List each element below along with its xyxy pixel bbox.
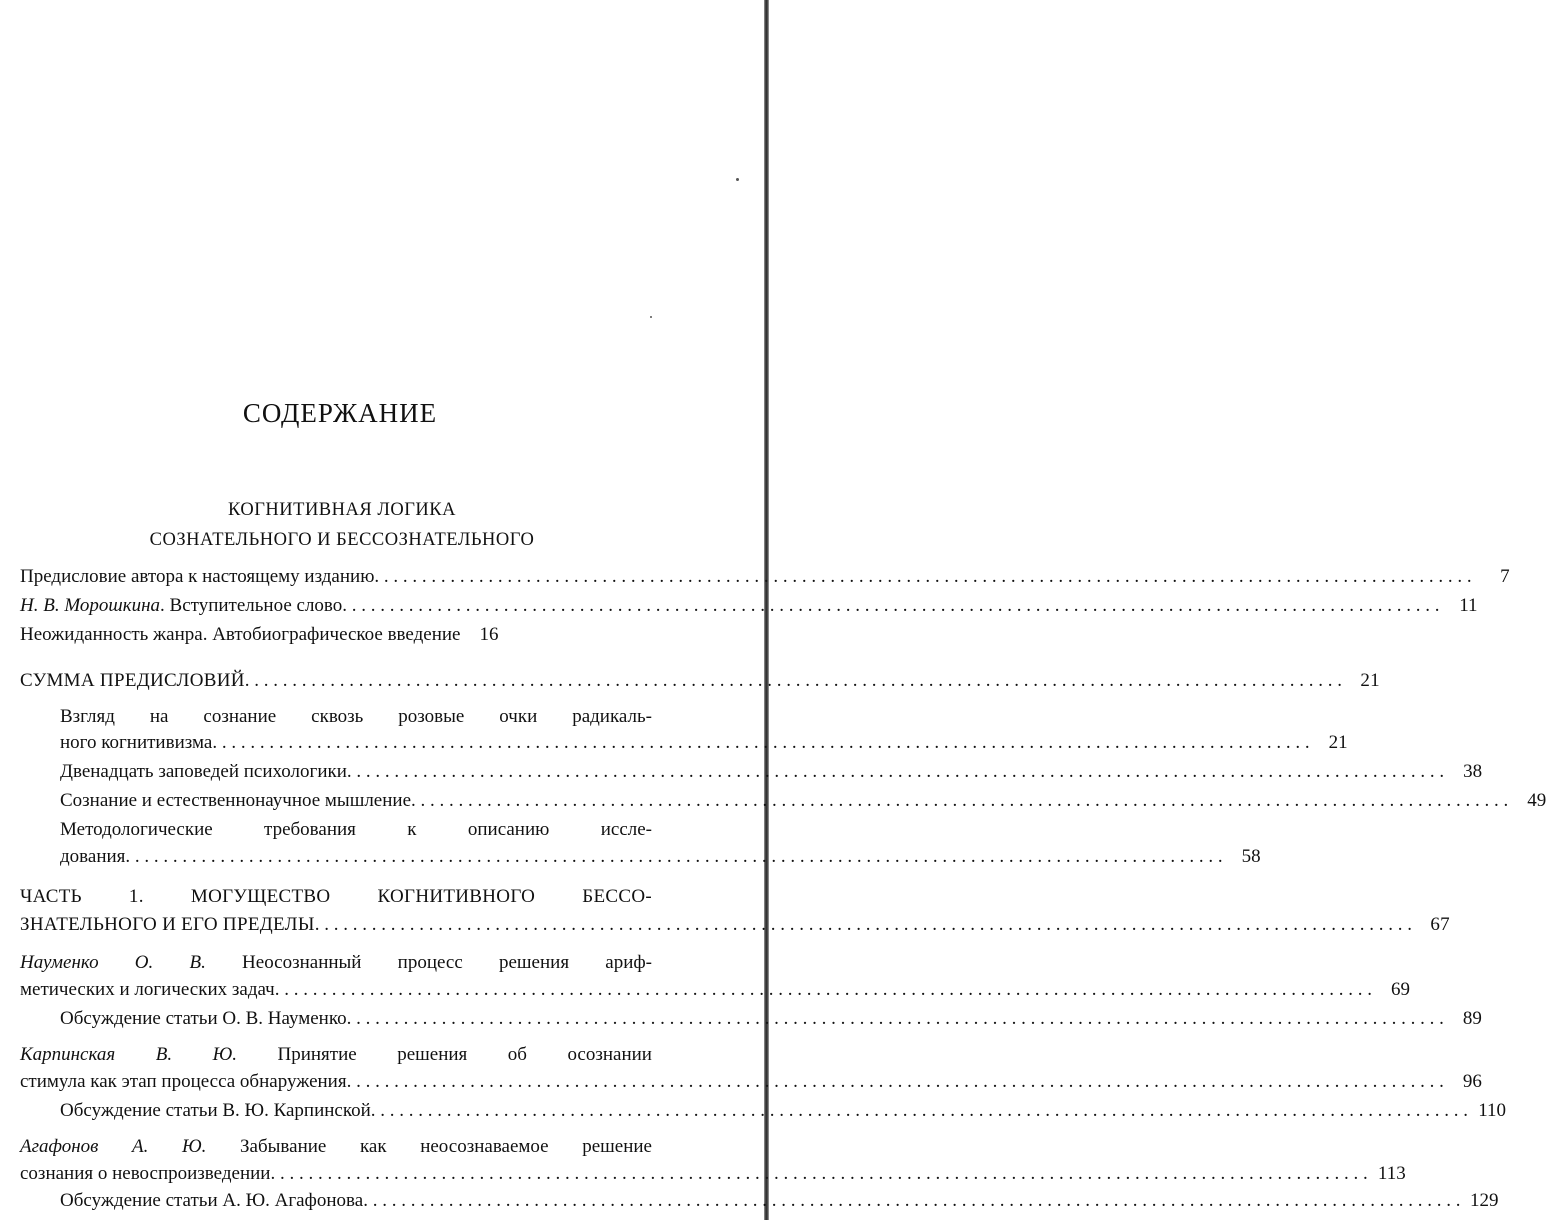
toc-leader-dots [125, 846, 1222, 868]
toc-page-number: 21 [1360, 670, 1380, 691]
toc-leader-dots [212, 732, 1309, 754]
toc-page-number: 7 [1500, 566, 1510, 587]
toc-entry-label: ного когнитивизма [60, 732, 213, 753]
toc-leader-dots [411, 790, 1508, 812]
toc-entry-twelve[interactable] [60, 761, 1483, 791]
toc-leader-dots [342, 595, 1439, 617]
toc-author: Н. В. Морошкина [20, 595, 161, 616]
toc-author: Агафонов А. Ю. [20, 1136, 207, 1157]
toc-page-number: 58 [1241, 846, 1261, 867]
toc-leader-dots [315, 914, 1412, 936]
toc-entry-label: Обсуждение статьи В. Ю. Карпинской [60, 1100, 371, 1121]
toc-author: Науменко О. В. [20, 952, 206, 973]
toc-entry-karpinskaya[interactable] [20, 1071, 1482, 1101]
section-heading-line1: КОГНИТИВНАЯ ЛОГИКА [227, 500, 456, 520]
toc-entry-karpinskaya-discussion[interactable] [60, 1100, 1507, 1130]
toc-entry-label: СУММА ПРЕДИСЛОВИЙ [20, 670, 245, 691]
toc-entry-label: метических и логических задач [20, 979, 275, 1000]
toc-entry-glance[interactable] [60, 732, 1348, 762]
toc-entry-naumenko-line1 [20, 952, 652, 974]
toc-leader-dots [363, 1190, 1460, 1212]
toc-entry-label [20, 595, 342, 617]
toc-entry-part1-line1: ЧАСТЬ 1. МОГУЩЕСТВО КОГНИТИВНОГО БЕССО- [20, 886, 652, 907]
toc-entry-part1[interactable] [20, 914, 1450, 944]
toc-entry-label: Обсуждение статьи А. Ю. Агафонова [60, 1190, 364, 1211]
toc-entry-label: дования [60, 846, 126, 867]
toc-title: Принятие решения об осознании [236, 1044, 652, 1065]
section-heading-line2: СОЗНАТЕЛЬНОГО И БЕССОЗНАТЕЛЬНОГО [149, 530, 535, 550]
toc-leader-dots [270, 1163, 1367, 1185]
toc-page-number: 110 [1478, 1100, 1507, 1121]
toc-leader-dots [347, 761, 1444, 783]
toc-entry-label: Обсуждение статьи О. В. Науменко [60, 1008, 347, 1029]
toc-leader-dots [347, 1071, 1444, 1093]
toc-page-number: 113 [1377, 1163, 1406, 1184]
toc-page-number: 16 [479, 624, 499, 645]
toc-leader-dots [371, 1100, 1468, 1122]
scan-speck [736, 178, 739, 181]
toc-entry-intro-word[interactable] [20, 595, 1478, 625]
toc-leader-dots [347, 1008, 1444, 1030]
toc-entry-naumenko-discussion[interactable] [60, 1008, 1482, 1038]
toc-entry-label: Сознание и естественнонаучное мышление [60, 790, 412, 811]
toc-entry-label: ЗНАТЕЛЬНОГО И ЕГО ПРЕДЕЛЫ [20, 914, 315, 935]
toc-entry-genre[interactable] [20, 624, 652, 654]
toc-leader-dots [275, 979, 1372, 1001]
toc-page-number: 21 [1328, 732, 1348, 753]
scan-speck [650, 316, 652, 318]
toc-entry-preface[interactable] [20, 566, 1510, 596]
toc-entry-agafonov[interactable] [20, 1163, 1406, 1193]
toc-entry-agafonov-line1 [20, 1136, 652, 1158]
toc-entry-label: сознания о невоспроизведении [20, 1163, 271, 1184]
toc-page-number: 96 [1462, 1071, 1482, 1092]
toc-page-number: 129 [1469, 1190, 1499, 1211]
toc-entry-science[interactable] [60, 790, 1546, 820]
toc-entry-method[interactable] [60, 846, 1261, 876]
toc-title: Неосознанный процесс решения ариф- [205, 952, 653, 973]
toc-entry-agafonov-discussion[interactable] [60, 1190, 1499, 1220]
toc-entry-label: Предисловие автора к настоящему изданию [20, 566, 375, 587]
toc-page-number: 67 [1430, 914, 1450, 935]
toc-entry-label: Неожиданность жанра. Автобиографическое введение [20, 624, 461, 645]
toc-entry-label: стимула как этап процесса обнаружения [20, 1071, 347, 1092]
page-title: СОДЕРЖАНИЕ [242, 398, 438, 428]
toc-title: Забывание как неосознаваемое решение [206, 1136, 652, 1157]
toc-title: . Вступительное слово [160, 595, 343, 616]
toc-leader-dots [374, 566, 1471, 588]
toc-entry-method-line1: Методологические требования к описанию иссле- [60, 819, 652, 840]
toc-page-number: 11 [1459, 595, 1478, 616]
toc-entry-naumenko[interactable] [20, 979, 1410, 1009]
toc-entry-glance-line1: Взгляд на сознание сквозь розовые очки радикаль- [60, 706, 652, 727]
toc-entry-label: Двенадцать заповедей психологики [60, 761, 347, 782]
toc-page-number: 69 [1390, 979, 1410, 1000]
toc-leader-dots [245, 670, 1342, 692]
toc-author: Карпинская В. Ю. [20, 1044, 237, 1065]
toc-entry-karpinskaya-line1 [20, 1044, 652, 1066]
toc-page-number: 38 [1463, 761, 1483, 782]
toc-page-number: 89 [1462, 1008, 1482, 1029]
toc-entry-summa[interactable] [20, 670, 1380, 700]
toc-page-number: 49 [1527, 790, 1546, 811]
